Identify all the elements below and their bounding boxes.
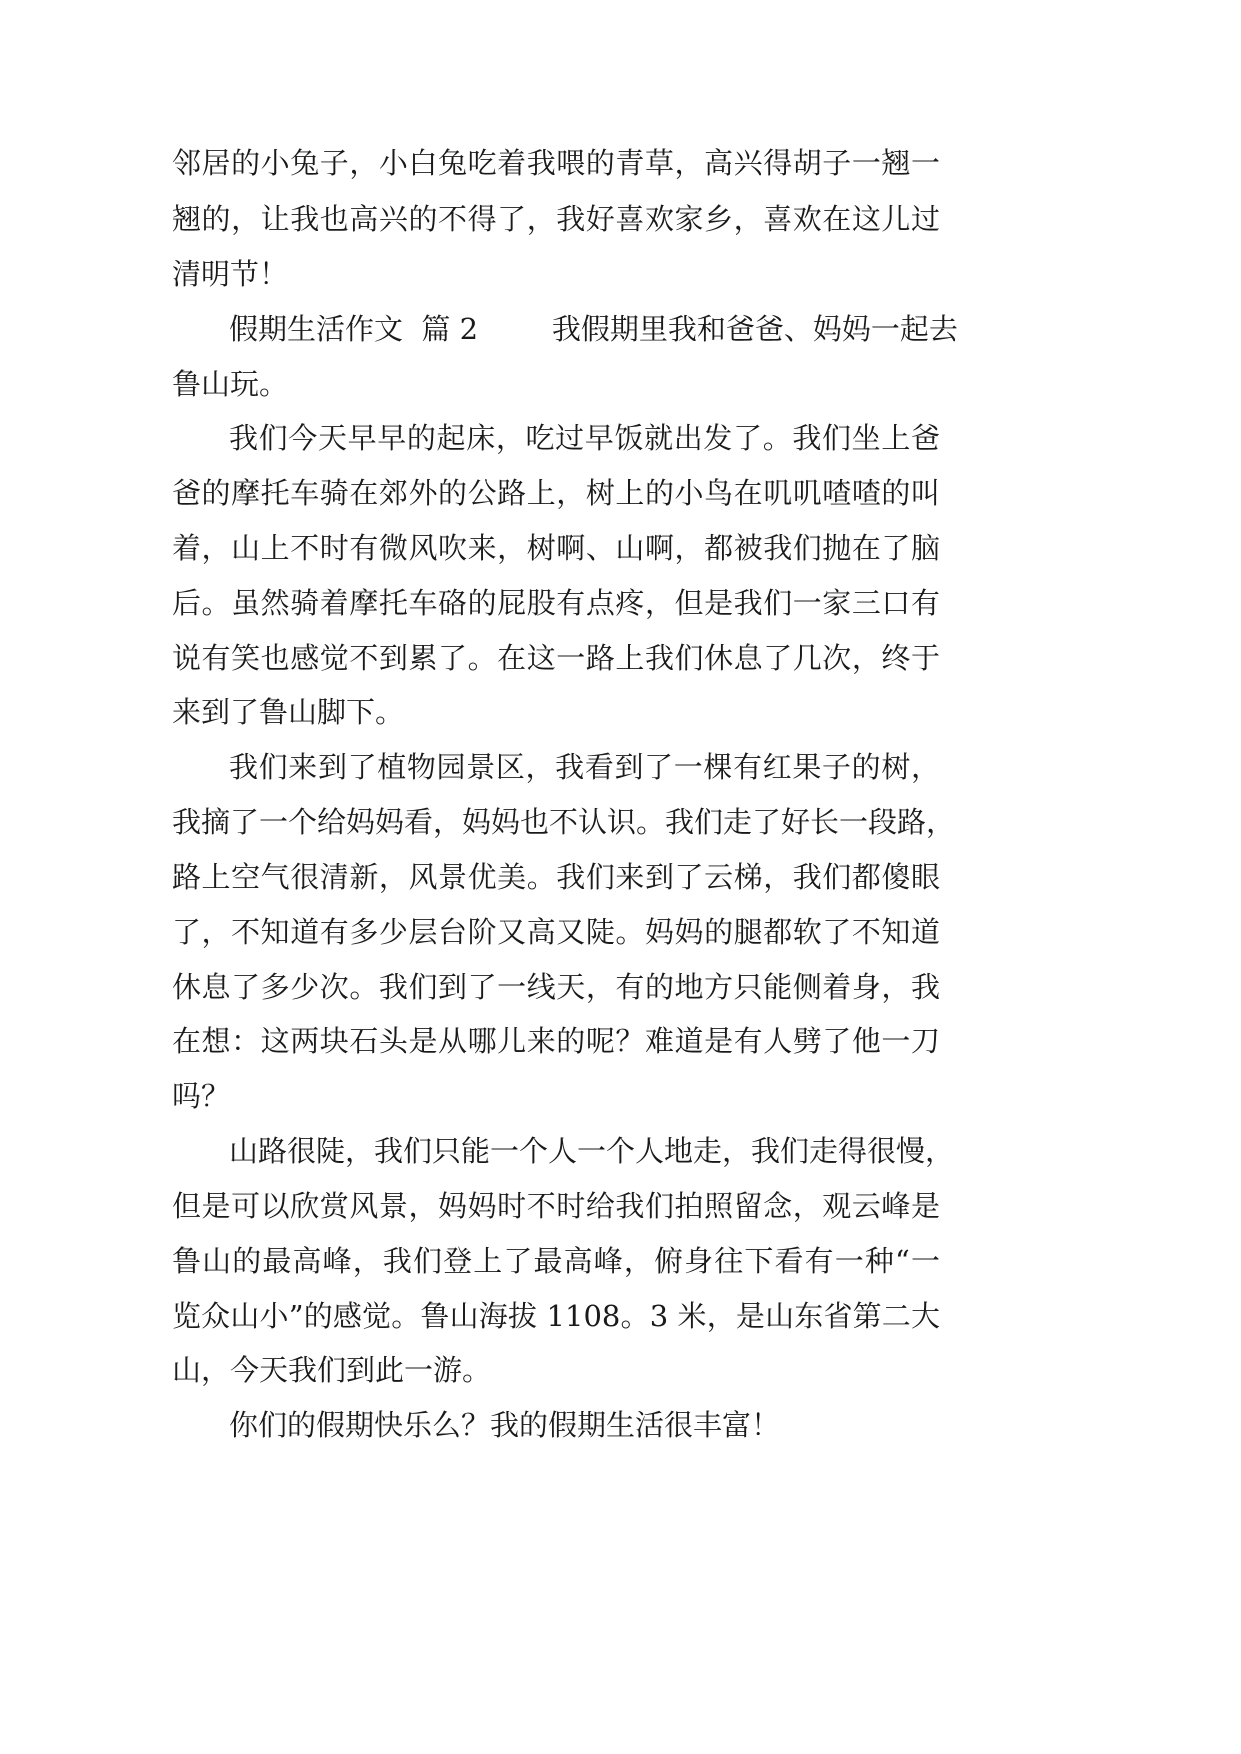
text-line [172,199,1241,239]
text-line-content: 后。虽然骑着摩托车硌的屁股有点疼，但是我们一家三口有 [172,586,940,620]
text-line-content: 说有笑也感觉不到累了。在这一路上我们休息了几次，终于 [172,641,940,675]
text-line [172,638,1241,678]
text-line-content: 着，山上不时有微风吹来，树啊、山啊，都被我们抛在了脑 [172,531,940,565]
text-line-content: 了，不知道有多少层台阶又高又陡。妈妈的腿都软了不知道 [172,915,940,949]
text-line [172,1021,1241,1061]
text-line-content: 览众山小”的感觉。鲁山海拔 1108。3 米，是山东省第二大 [172,1299,940,1333]
text-line [172,912,1241,952]
text-line [172,1296,1241,1336]
text-line [172,254,1241,294]
text-line [229,1405,1241,1445]
text-line [172,528,1241,568]
text-line [172,1241,1241,1281]
text-line [172,967,1241,1007]
text-line-content: 来到了鲁山脚下。 [172,695,405,729]
text-line [172,473,1241,513]
text-line-content: 但是可以欣赏风景，妈妈时不时给我们拍照留念，观云峰是 [172,1189,940,1223]
text-line-content: 休息了多少次。我们到了一线天，有的地方只能侧着身，我 [172,970,940,1004]
text-line [172,802,1241,842]
text-line-content: 你们的假期快乐么？我的假期生活很丰富！ [229,1408,781,1442]
text-line-content: 我们今天早早的起床，吃过早饭就出发了。我们坐上爸 [229,421,940,455]
text-line [172,692,1241,732]
text-line [172,364,1241,404]
text-line-content: 鲁山的最高峰，我们登上了最高峰，俯身往下看有一种“一 [172,1244,940,1278]
text-line [172,143,1241,183]
text-line [229,1131,1241,1171]
text-line-content: 鲁山玩。 [172,367,289,401]
text-line-content: 山路很陡，我们只能一个人一个人地走，我们走得很慢， [229,1134,955,1168]
text-line [172,1186,1241,1226]
text-line [172,1076,1241,1116]
text-line [172,857,1241,897]
text-line-content: 爸的摩托车骑在郊外的公路上，树上的小鸟在叽叽喳喳的叫 [172,476,940,510]
text-line [229,418,1241,458]
text-line-content: 邻居的小兔子，小白兔吃着我喂的青草，高兴得胡子一翘一 [172,146,940,180]
text-line-content: 我摘了一个给妈妈看，妈妈也不认识。我们走了好长一段路， [172,805,956,839]
text-line [172,1350,1241,1390]
text-line [172,583,1241,623]
text-line-content: 路上空气很清新，风景优美。我们来到了云梯，我们都傻眼 [172,860,940,894]
text-line [229,309,1241,349]
text-line [229,747,1241,787]
text-line-content: 我们来到了植物园景区，我看到了一棵有红果子的树， [229,750,940,784]
section-heading-line: 假期生活作文 篇 2 我假期里我和爸爸、妈妈一起去 [229,312,958,346]
text-line-content: 吗？ [172,1079,231,1113]
text-line-content: 在想：这两块石头是从哪儿来的呢？难道是有人劈了他一刀 [172,1024,940,1058]
text-line-content: 翘的，让我也高兴的不得了，我好喜欢家乡，喜欢在这儿过 [172,202,940,236]
text-line-content: 清明节！ [172,257,289,291]
text-line-content: 山，今天我们到此一游。 [172,1353,492,1387]
